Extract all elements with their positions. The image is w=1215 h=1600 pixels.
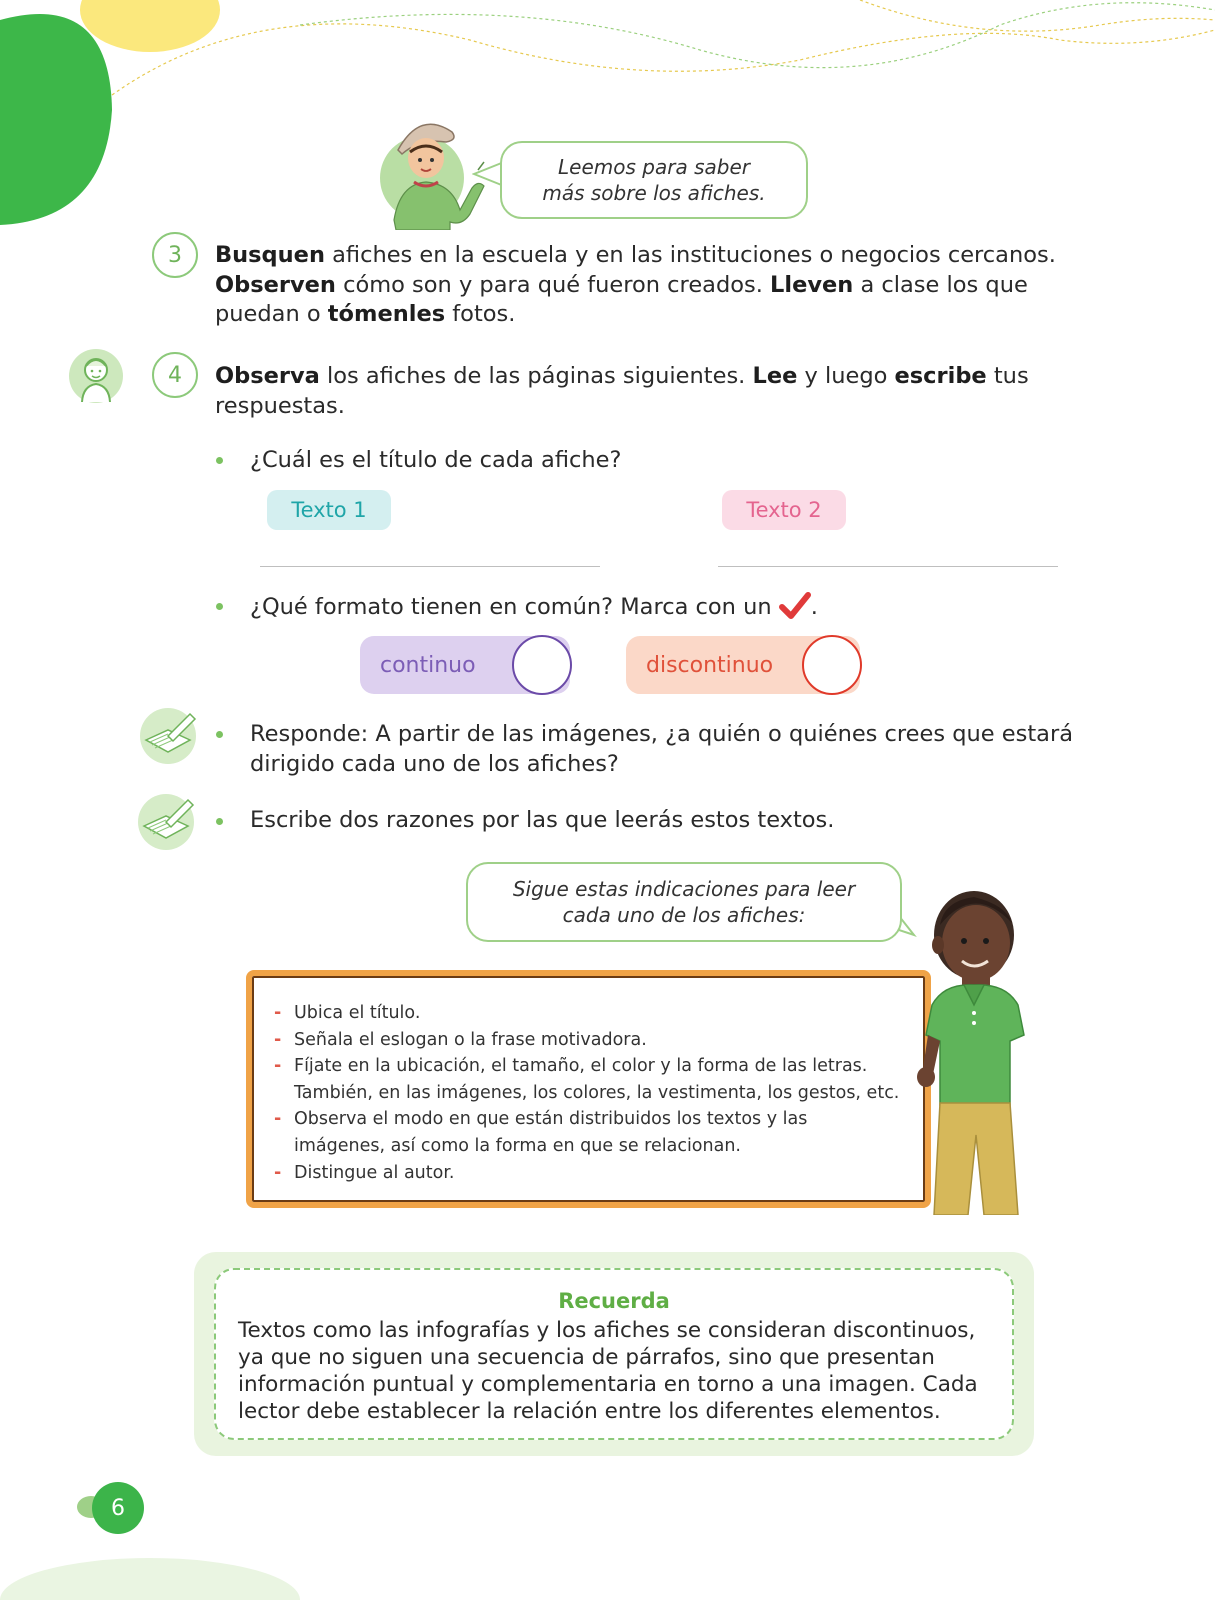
recuerda-body [238, 1317, 998, 1425]
text-span: ¿Qué formato tienen en común? Marca con un [250, 594, 772, 620]
text-line [215, 271, 1095, 301]
bold-verb: Observa [215, 363, 320, 389]
text-span: y luego [797, 363, 895, 389]
text-line: Responde: A partir de las imágenes, ¿a quién o quiénes crees que estará [250, 721, 1073, 747]
bullet-dot [216, 457, 223, 464]
dash-marker: - [274, 1029, 282, 1050]
option-checkbox[interactable] [512, 635, 572, 695]
bullet-dot [216, 818, 223, 825]
dash-marker: - [274, 1056, 282, 1077]
bubble-text-line: Sigue estas indicaciones para leer [512, 877, 856, 901]
recuerda-line: lector debe establecer la relación entre los diferentes elementos. [238, 1399, 941, 1424]
instruction-item [272, 1000, 912, 1027]
dash-marker: - [274, 1109, 282, 1130]
instruction-line: También, en las imágenes, los colores, la vestimenta, los gestos, etc. [294, 1082, 900, 1103]
text-span: los afiches de las páginas siguientes. [319, 363, 753, 389]
bold-verb: tómenles [327, 301, 446, 327]
recuerda-inner [214, 1268, 1014, 1440]
option-label: continuo [380, 652, 476, 678]
recuerda-line: ya que no siguen una secuencia de párrafos, sino que presentan [238, 1345, 935, 1370]
dash-marker: - [274, 1003, 282, 1023]
person-icon [68, 348, 124, 404]
dash-marker: - [274, 1162, 282, 1183]
text-span: afiches en la escuela y en las instituciones o negocios cercanos. [324, 242, 1056, 268]
text-line [215, 300, 1095, 330]
text-span: tus [986, 363, 1029, 389]
speech-bubble-boy [466, 862, 902, 942]
bullet-dot [216, 603, 223, 610]
recuerda-line: Textos como las infografías y los afiches se consideran discontinuos, [238, 1318, 976, 1343]
activity-number-4: 4 [152, 352, 198, 398]
instruction-item [272, 1160, 912, 1187]
page-number: 6 [92, 1482, 144, 1534]
bubble-text-line: más sobre los afiches. [542, 181, 766, 205]
bold-verb: Lleven [770, 271, 854, 298]
text-line [215, 362, 1095, 392]
boy-illustration [914, 885, 1034, 1215]
text-span: fotos. [445, 301, 516, 327]
question-audience [250, 720, 1150, 779]
instruction-item [272, 1027, 912, 1054]
red-check-icon [779, 592, 811, 620]
text-line: dirigido cada uno de los afiches? [250, 750, 619, 777]
option-continuo[interactable] [360, 636, 570, 694]
instructions-board [246, 970, 931, 1208]
activity-number-3: 3 [152, 232, 198, 278]
text-2-label: Texto 2 [722, 490, 846, 530]
text-span: cómo son y para qué fueron creados. [335, 271, 771, 298]
recuerda-title: Recuerda [558, 1289, 670, 1313]
instruction-line: imágenes, así como la forma en que se relacionan. [294, 1135, 741, 1156]
bold-verb: Observen [215, 271, 336, 298]
option-label: discontinuo [646, 652, 774, 678]
instruction-line: Observa el modo en que están distribuidos los textos y las [294, 1109, 808, 1130]
option-discontinuo[interactable] [626, 636, 860, 694]
instructions-list [272, 1000, 912, 1186]
text-line: respuestas. [215, 392, 345, 419]
text-span: . [810, 594, 818, 620]
activity-3-text [215, 241, 1095, 330]
text-1-label: Texto 1 [267, 490, 391, 530]
text-line [215, 241, 1095, 271]
bold-verb: Lee [752, 363, 798, 389]
notebook-pencil-icon [136, 792, 198, 850]
bubble-text-line: cada uno de los afiches: [562, 903, 806, 927]
question-common-format [250, 592, 818, 623]
speech-bubble-top [500, 141, 808, 219]
answer-line-text-2[interactable] [718, 566, 1058, 567]
option-checkbox[interactable] [802, 635, 862, 695]
instruction-line: Distingue al autor. [294, 1162, 455, 1183]
question-title-of-posters: ¿Cuál es el título de cada afiche? [250, 447, 622, 473]
bold-verb: Busquen [215, 242, 325, 268]
instruction-item [272, 1106, 912, 1159]
bullet-dot [216, 731, 223, 738]
answer-line-text-1[interactable] [260, 566, 600, 567]
instruction-item [272, 1053, 912, 1106]
recuerda-line: información puntual y complementaria en torno a una imagen. Cada [238, 1372, 978, 1397]
text-span: puedan o [215, 301, 328, 327]
instruction-line: Fíjate en la ubicación, el tamaño, el color y la forma de las letras. [294, 1056, 868, 1077]
activity-4-text [215, 362, 1095, 421]
question-two-reasons: Escribe dos razones por las que leerás estos textos. [250, 807, 835, 833]
notebook-pencil-icon [138, 706, 200, 764]
bubble-text-line: Leemos para saber [558, 155, 750, 179]
instruction-line: Señala el eslogan o la frase motivadora. [294, 1029, 647, 1050]
recuerda-box [194, 1252, 1034, 1456]
text-span: a clase los que [853, 271, 1028, 298]
bold-verb: escribe [894, 363, 987, 389]
instruction-line: Ubica el título. [294, 1003, 421, 1023]
